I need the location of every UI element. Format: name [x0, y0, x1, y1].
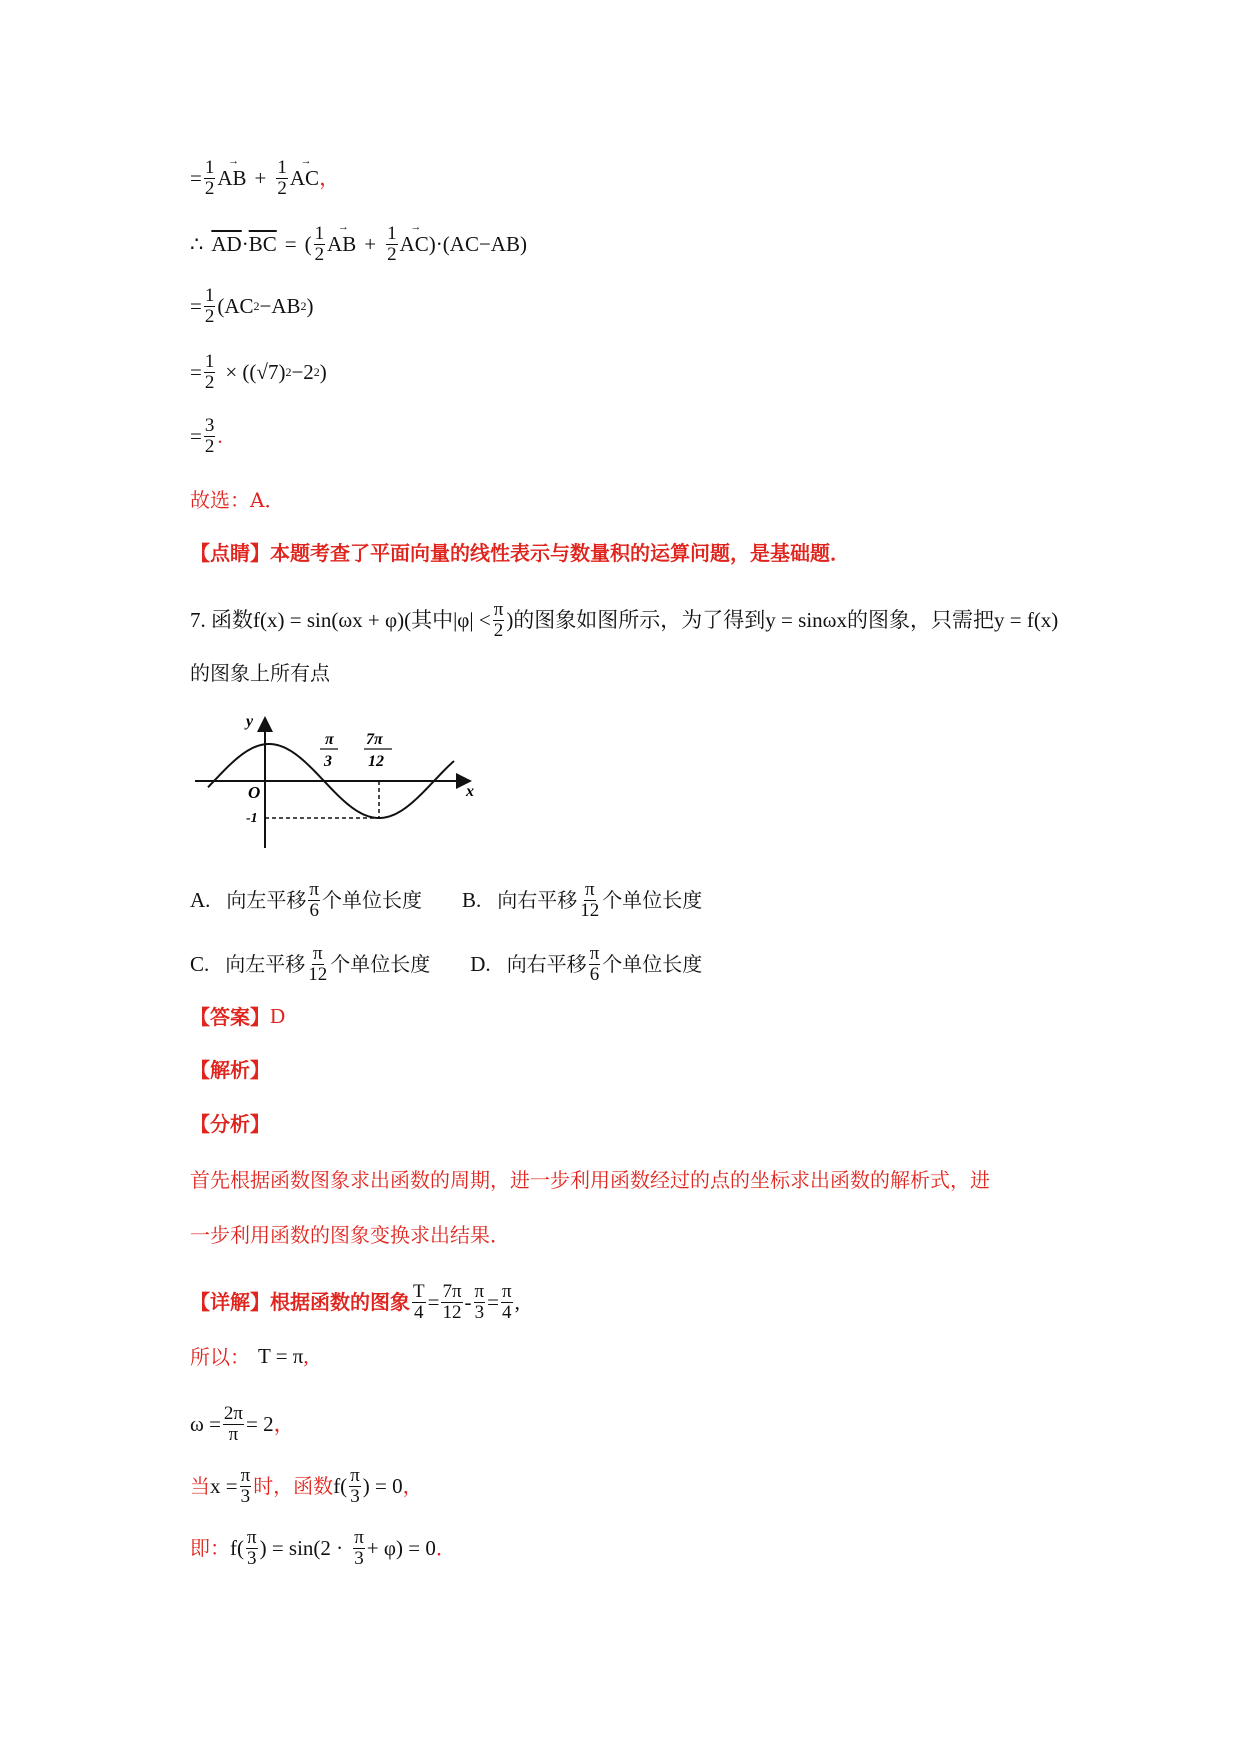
vector-ac: → AC: [290, 168, 319, 189]
fraction-half: $\frac{1}{2}$: [204, 285, 215, 327]
derivation-line-3: = $\frac{1}{2}$ (AC 2 −AB 2 ): [190, 285, 314, 327]
fraction-half: $\frac{1}{2}$: [387, 223, 397, 265]
options-row-2: [190, 944, 702, 985]
vector-ab: → AB: [217, 168, 246, 189]
origin-label: O: [248, 783, 261, 802]
equals-sign: =: [190, 165, 202, 190]
vector-bc: $\overline{BC}$: [248, 231, 277, 256]
derivation-line-4: = $\frac{1}{2}$ × ((√7) 2 −2 2 ): [190, 351, 327, 393]
derivation-line-1: = $\frac{1}{2}$ → AB + $\frac{1}{2}$ → AC ，: [190, 158, 340, 199]
option-d[interactable]: D. 向右平移 $\frac{\pi}{6}$ 个单位长度: [470, 943, 703, 985]
dianjing-comment: 【点睛】本题考查了平面向量的线性表示与数量积的运算问题，是基础题．: [190, 541, 850, 565]
analysis-line-2: 一步利用函数的图象变换求出结果．: [190, 1223, 510, 1247]
option-b[interactable]: B. 向右平移 $\frac{\pi}{12}$ 个单位长度: [462, 879, 703, 921]
answer-line: 【答案】 D: [190, 1004, 286, 1029]
omega-line: ω = $\frac{2\pi}{\pi}$ = 2 ，: [190, 1403, 295, 1445]
fraction-half: $\frac{1}{2}$: [204, 351, 215, 393]
fraction-half: $\frac{1}{2}$: [277, 157, 287, 199]
fraction-half: $\frac{1}{2}$: [204, 157, 215, 199]
options-row-1: [190, 880, 702, 921]
ji-line: 即： f( $\frac{\pi}{3}$ ) = sin(2 · $\frac{\pi}{3}$ + φ) = 0 ．: [190, 1527, 456, 1569]
derivation-line-5: = $\frac{3}{2}$ .: [190, 415, 223, 457]
jiexi-heading: 【解析】: [190, 1058, 270, 1082]
y-axis-label: y: [246, 713, 254, 730]
fenxi-heading: 【分析】: [190, 1112, 270, 1136]
fraction-half: $\frac{1}{2}$: [314, 223, 325, 265]
question-7-line-1: 7. 函数f(x) = sin(ωx + φ)(其中|φ| < $\frac{\pi}{2}$ )的图象如图所示，为了得到y = sinωx的图象，只需把y = f(x): [190, 599, 1059, 641]
dang-line: 当 x = $\frac{\pi}{3}$ 时，函数 f( $\frac{\pi}{3}$ ) = 0 ，: [190, 1465, 423, 1507]
fraction-pi-half: $\frac{\pi}{2}$: [493, 599, 504, 641]
minus-one-label: -1: [246, 811, 258, 826]
pi-over-3-num: π: [325, 731, 334, 748]
detail-line: 【详解】根据函数的图象 $\frac{T}{4}$ = $\frac{7\pi}{12}$ - $\frac{\pi}{3}$ = $\frac{\pi}{4}$ ,: [190, 1281, 520, 1323]
derivation-line-2: ∴ $\overline{AD}$ · $\overline{BC}$ = ( $\frac{1}{2}$ → AB + $\frac{1}{2}$ → AC )·(AC−AB): [190, 224, 527, 265]
answer-choice-line: 故选：A．: [190, 488, 285, 512]
seven-pi-over-12-den: 12: [368, 753, 384, 770]
option-c[interactable]: C. 向左平移 $\frac{\pi}{12}$ 个单位长度: [190, 943, 431, 985]
vector-ad: $\overline{AD}$: [211, 231, 242, 256]
suoyi-line: 所以： T = π ,: [190, 1344, 309, 1369]
seven-pi-over-12-num: 7π: [366, 731, 383, 748]
fraction-three-halves: $\frac{3}{2}$: [204, 415, 215, 457]
sine-graph: [190, 708, 480, 858]
pi-over-3-den: 3: [324, 753, 332, 770]
question-7-line-2: 的图象上所有点: [190, 661, 330, 685]
option-a[interactable]: A. 向左平移 $\frac{\pi}{6}$ 个单位长度: [190, 879, 423, 921]
x-axis-label: x: [466, 783, 474, 800]
analysis-line-1: 首先根据函数图象求出函数的周期，进一步利用函数经过的点的坐标求出函数的解析式，进: [190, 1168, 990, 1192]
